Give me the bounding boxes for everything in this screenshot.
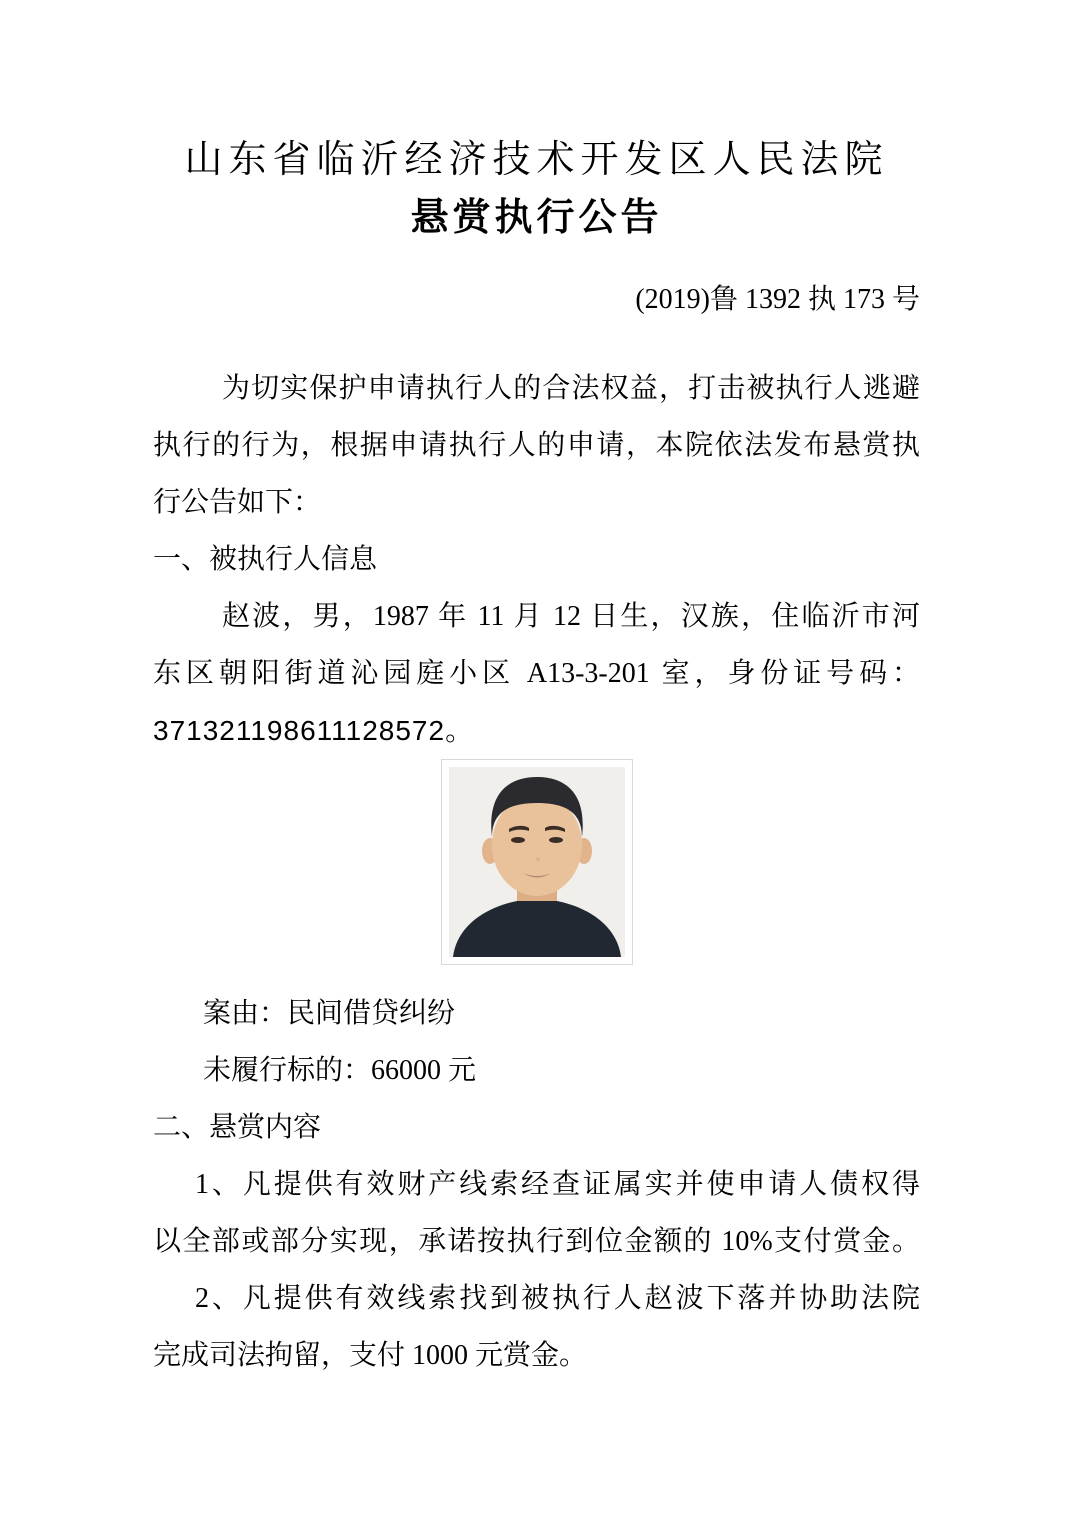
document-content — [153, 0, 920, 1384]
reward-item-1-line: 以全部或部分实现，承诺按执行到位金额的 10%支付赏金。 — [153, 1226, 920, 1257]
reward-item-1-line: 1、凡提供有效财产线索经查证属实并使申请人债权得 — [195, 1169, 920, 1200]
document-title: 悬赏执行公告 — [410, 197, 663, 239]
intro-line: 行公告如下： — [153, 487, 322, 518]
case-cause: 案由：民间借贷纠纷 — [203, 998, 456, 1029]
section-1-heading: 一、被执行人信息 — [153, 544, 378, 575]
reward-item-2-line: 2、凡提供有效线索找到被执行人赵波下落并协助法院 — [195, 1283, 920, 1314]
photo-container — [153, 759, 920, 985]
case-number: (2019)鲁 1392 执 173 号 — [635, 284, 920, 315]
person-info-line: 赵波，男，1987 年 11 月 12 日生，汉族，住临沂市河 — [222, 601, 920, 632]
court-name: 山东省临沂经济技术开发区人民法院 — [184, 139, 889, 181]
reward-item-2-line: 完成司法拘留，支付 1000 元赏金。 — [153, 1340, 588, 1371]
document-body — [153, 360, 920, 1384]
person-photo — [441, 759, 633, 965]
portrait-illustration — [449, 767, 625, 957]
intro-line: 执行的行为，根据申请执行人的申请，本院依法发布悬赏执 — [153, 430, 920, 461]
person-id-number: 371321198611128572。 — [153, 715, 475, 746]
section-2-heading: 二、悬赏内容 — [153, 1112, 322, 1143]
intro-line: 为切实保护申请执行人的合法权益，打击被执行人逃避 — [222, 373, 920, 404]
person-info-line: 东区朝阳街道沁园庭小区 A13-3-201 室，身份证号码： — [153, 658, 920, 689]
unfulfilled-target: 未履行标的：66000 元 — [203, 1055, 477, 1086]
